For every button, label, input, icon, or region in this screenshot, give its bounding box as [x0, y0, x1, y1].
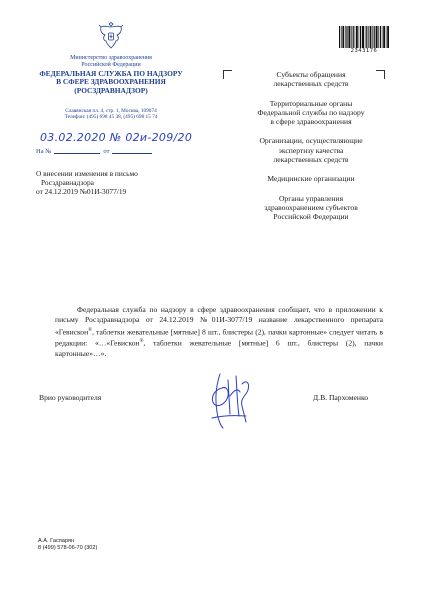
handwritten-registration-date-number: 03.02.2020 № 02и-209/20 — [40, 131, 193, 144]
recipient-item: Территориальные органы Федеральной службы по надзору в сфере здравоохранения — [257, 98, 365, 127]
ministry-line-2: Российской Федерации — [81, 62, 141, 68]
subject-line-3: от 24.12.2019 №01И-3077/19 — [36, 187, 127, 197]
executor-name: А.А. Гаспарян — [38, 538, 75, 544]
agency-line-2: В СФЕРЕ ЗДРАВООХРАНЕНИЯ — [56, 77, 166, 87]
address-line-2: Телефон: (495) 698 45 38, (495) 698 15 74 — [64, 114, 158, 121]
recipient-item: Медицинские организации — [267, 174, 355, 184]
body-part-2: , таблетки жевательные [мятные] 8 шт., блистеры (2), пачки картонные» следует читать в редакции: «…«Гевискон — [55, 327, 383, 348]
reference-line — [36, 148, 152, 155]
barcode-icon — [339, 26, 389, 48]
ministry-line-1: Министерство здравоохранения — [70, 55, 152, 61]
recipient-item: Организации, осуществляющие экспертизу качества лекарственных средств — [259, 136, 363, 165]
letter-body — [55, 305, 383, 360]
executor-phone: 8 (499) 578-06-70 (302) — [38, 545, 98, 551]
reference-from-blank — [112, 153, 152, 154]
subject-line-2: Росздравнадзора — [41, 178, 94, 188]
signatory-name: Д.В. Пархоменко — [313, 393, 369, 402]
registered-mark: ® — [88, 327, 92, 333]
handwritten-signature — [206, 366, 256, 432]
registered-mark: ® — [139, 339, 144, 345]
recipient-item: Субъекты обращения лекарственных средств — [273, 70, 349, 89]
agency-name — [34, 70, 188, 95]
reference-no-label: На № — [36, 148, 52, 155]
agency-address — [34, 108, 188, 121]
double-headed-eagle-emblem-icon — [98, 22, 124, 50]
barcode-number: 2343176 — [350, 48, 378, 54]
agency-line-1: ФЕДЕРАЛЬНАЯ СЛУЖБА ПО НАДЗОРУ — [39, 69, 183, 78]
recipient-bracket-left — [223, 70, 232, 79]
executor-info — [38, 538, 97, 552]
reference-no-blank — [54, 153, 100, 154]
body-part-3: , таблетки жевательные [мятные] 6 шт., блистеры (2), пачки картонные»…». — [55, 338, 383, 359]
subject-line-1: О внесении изменения в письмо — [36, 169, 138, 178]
address-line-1: Славянская пл. 4, стр. 1, Москва, 109074 — [65, 108, 157, 114]
recipient-list — [237, 70, 385, 232]
recipient-item: Органы управления здравоохранением субъектов Российской Федерации — [264, 193, 358, 222]
agency-line-3: (РОСЗДРАВНАДЗОР) — [74, 85, 148, 95]
letter-subject — [36, 169, 138, 197]
ministry-name — [40, 55, 182, 69]
reference-from-label: от — [103, 148, 110, 155]
body-part-1: Федеральная служба по надзору в сфере здравоохранения сообщает, что в приложении к письму Росздравнадзора от 24.12.2019 №01И-3077/19 название лекарственного препарата «Гевискон — [55, 305, 383, 337]
signatory-position: Врио руководителя — [39, 393, 102, 402]
